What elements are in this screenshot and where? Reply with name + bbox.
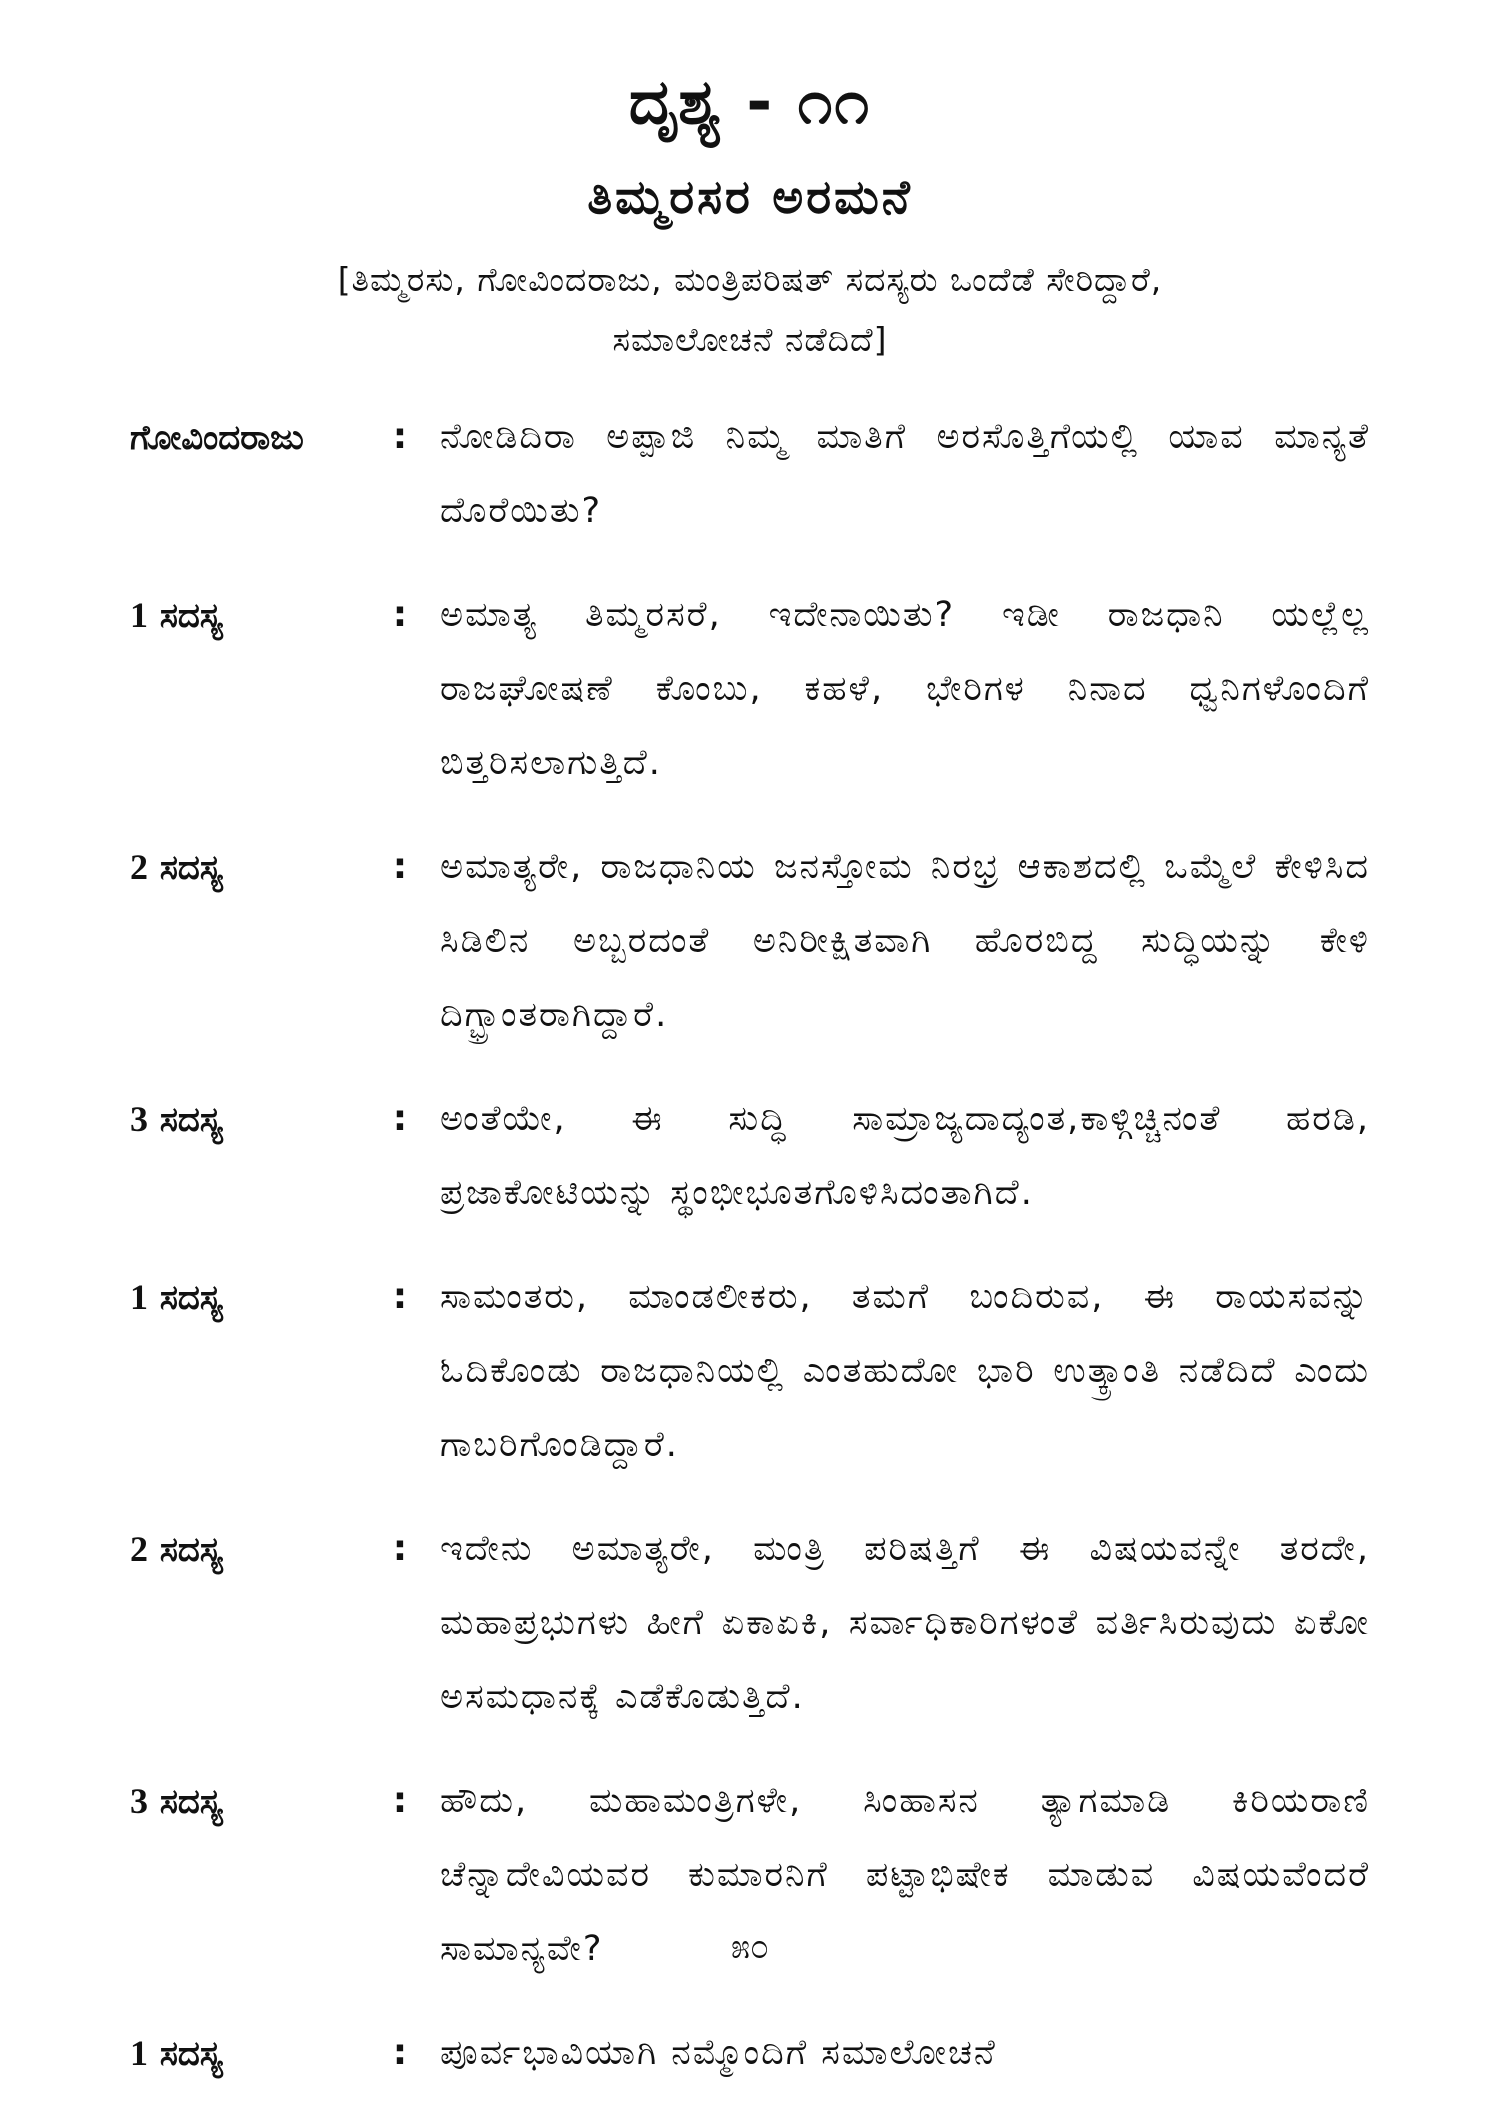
dialogue-row — [130, 1260, 1380, 1482]
stage-direction-line: [ತಿಮ್ಮರಸು, ಗೋವಿಂದರಾಜು, ಮಂತ್ರಿಪರಿಷತ್ ಸದಸ್ಯರು ಒಂದೆಡೆ ಸೇರಿದ್ದಾರೆ, — [337, 260, 1163, 299]
speaker-colon: : — [392, 1528, 408, 1569]
speaker-name — [130, 1260, 390, 1335]
speaker-label: ಸದಸ್ಯ — [159, 2034, 223, 2074]
stage-direction — [200, 250, 1300, 370]
speaker-label: ಸದಸ್ಯ — [159, 1530, 223, 1570]
dialogue-row — [130, 1082, 1380, 1230]
speaker-name — [130, 1764, 390, 1839]
speaker-colon: : — [392, 416, 408, 457]
dialogue-row — [130, 400, 1380, 548]
speech-text: ಇದೇನು ಅಮಾತ್ಯರೇ, ಮಂತ್ರಿ ಪರಿಷತ್ತಿಗೆ ಈ ವಿಷಯವನ್ನೇ ತರದೇ, ಮಹಾಪ್ರಭುಗಳು ಹೀಗೆ ಏಕಾಏಕಿ, ಸರ್ವಾಧಿಕಾರಿಗಳಂತೆ ವರ್ತಿಸಿರುವುದು ಏಕೋ ಅಸಮಧಾನಕ್ಕೆ ಎಡೆಕೊಡುತ್ತಿದೆ. — [440, 1529, 1370, 1717]
speaker-label: ಸದಸ್ಯ — [159, 596, 223, 636]
dialogue-row — [130, 578, 1380, 800]
speaker-label: ಸದಸ್ಯ — [159, 1100, 223, 1140]
speaker-number: 1 — [130, 2033, 148, 2073]
place-title: ತಿಮ್ಮರಸರ ಅರಮನೆ — [587, 170, 913, 225]
speaker-number: 3 — [130, 1099, 148, 1139]
speaker-colon: : — [392, 1276, 408, 1317]
speaker-name — [130, 1082, 390, 1157]
speaker-number: 3 — [130, 1781, 148, 1821]
dialogue-row — [130, 830, 1380, 1052]
speaker-label: ಗೋವಿಂದರಾಜು — [130, 418, 304, 458]
speech-text: ಅಮಾತ್ಯ ತಿಮ್ಮರಸರೆ, ಇದೇನಾಯಿತು? ಇಡೀ ರಾಜಧಾನಿ ಯಲ್ಲೆಲ್ಲ ರಾಜಘೋಷಣೆ ಕೊಂಬು, ಕಹಳೆ, ಭೇರಿಗಳ ನಿನಾದ ಧ್ವನಿಗಳೊಂದಿಗೆ ಬಿತ್ತರಿಸಲಾಗುತ್ತಿದೆ. — [440, 595, 1370, 783]
speaker-label: ಸದಸ್ಯ — [159, 1782, 223, 1822]
speaker-colon: : — [392, 1098, 408, 1139]
speech-text: ಹೌದು, ಮಹಾಮಂತ್ರಿಗಳೇ, ಸಿಂಹಾಸನ ತ್ಯಾಗಮಾಡಿ ಕಿರಿಯರಾಣಿ ಚೆನ್ನಾದೇವಿಯವರ ಕುಮಾರನಿಗೆ ಪಟ್ಟಾಭಿಷೇಕ ಮಾಡುವ ವಿಷಯವೆಂದರೆ ಸಾಮಾನ್ಯವೇ? — [440, 1781, 1370, 1969]
speaker-number: 1 — [130, 1277, 148, 1317]
speaker-name — [130, 1512, 390, 1587]
speaker-name — [130, 2016, 390, 2091]
speaker-colon: : — [392, 846, 408, 887]
speaker-name — [130, 830, 390, 905]
speaker-number: 2 — [130, 1529, 148, 1569]
speech-text: ಅಮಾತ್ಯರೇ, ರಾಜಧಾನಿಯ ಜನಸ್ತೋಮ ನಿರಭ್ರ ಆಕಾಶದಲ್ಲಿ ಒಮ್ಮೆಲೆ ಕೇಳಿಸಿದ ಸಿಡಿಲಿನ ಅಬ್ಬರದಂತೆ ಅನಿರೀಕ್ಷಿತವಾಗಿ ಹೊರಬಿದ್ದ ಸುದ್ಧಿಯನ್ನು ಕೇಳಿ ದಿಗ್ಭ್ರಾಂತರಾಗಿದ್ದಾರೆ. — [440, 847, 1370, 1035]
dialogue-list — [130, 400, 1380, 2120]
speaker-name — [130, 400, 390, 475]
speaker-colon: : — [392, 1780, 408, 1821]
dialogue-row — [130, 1512, 1380, 1734]
dialogue-row — [130, 2016, 1380, 2090]
page-number: ೫೦ — [730, 1927, 770, 1967]
speaker-name — [130, 578, 390, 653]
stage-direction-line: ಸಮಾಲೋಚನೆ ನಡೆದಿದೆ] — [612, 320, 888, 359]
speech-text: ಅಂತೆಯೇ, ಈ ಸುದ್ಧಿ ಸಾಮ್ರಾಜ್ಯದಾದ್ಯಂತ,ಕಾಳ್ಗಿಚ್ಚಿನಂತೆ ಹರಡಿ, ಪ್ರಜಾಕೋಟಿಯನ್ನು ಸ್ಥಂಭೀಭೂತಗೊಳಿಸಿದಂತಾಗಿದೆ. — [440, 1099, 1370, 1213]
speech-text: ಸಾಮಂತರು, ಮಾಂಡಲೀಕರು, ತಮಗೆ ಬಂದಿರುವ, ಈ ರಾಯಸವನ್ನು ಓದಿಕೊಂಡು ರಾಜಧಾನಿಯಲ್ಲಿ ಎಂತಹುದೋ ಭಾರಿ ಉತ್ಕ್ರಾಂತಿ ನಡೆದಿದೆ ಎಂದು ಗಾಬರಿಗೊಂಡಿದ್ದಾರೆ. — [440, 1277, 1370, 1465]
speech-text: ನೋಡಿದಿರಾ ಅಪ್ಪಾಜಿ ನಿಮ್ಮ ಮಾತಿಗೆ ಅರಸೊತ್ತಿಗೆಯಲ್ಲಿ ಯಾವ ಮಾನ್ಯತೆ ದೊರೆಯಿತು? — [440, 417, 1370, 531]
speaker-label: ಸದಸ್ಯ — [159, 1278, 223, 1318]
speech-text: ಪೂರ್ವಭಾವಿಯಾಗಿ ನಮ್ಮೊಂದಿಗೆ ಸಮಾಲೋಚನೆ — [440, 2033, 997, 2073]
speaker-colon: : — [392, 594, 408, 635]
speaker-number: 2 — [130, 847, 148, 887]
speaker-colon: : — [392, 2032, 408, 2073]
speaker-number: 1 — [130, 595, 148, 635]
scene-title: ದೃಶ್ಯ - ೧೧ — [628, 65, 872, 138]
speaker-label: ಸದಸ್ಯ — [159, 848, 223, 888]
